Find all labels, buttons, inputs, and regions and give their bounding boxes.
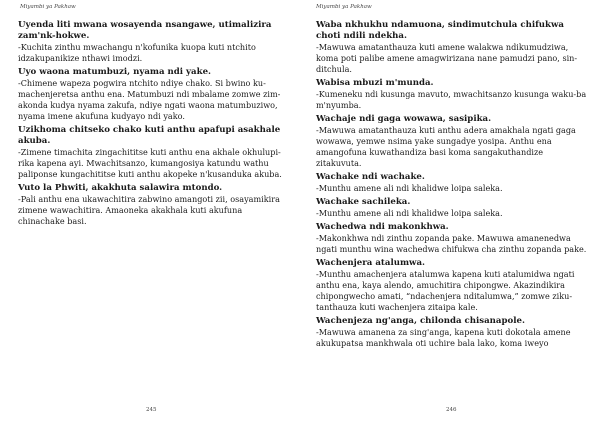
proverb-heading: Waba nkhukhu ndamuona, sindimutchula chifukwa choti ndili ndekha.: [316, 20, 564, 41]
proverb-heading: Uyo waona matumbuzi, nyama ndi yake.: [18, 67, 212, 77]
proverb-meaning: -Munthu amachenjera atalumwa kapena kuti atalumidwa ngati anthu ena, kaya alendo, amuchitira chipongwe. Akazindikira chipongwecho amati, “ndachenjera nditalumwa,” zomwe ziku-tanthauza kuti wachenjera zitaipa kale.: [316, 269, 575, 312]
proverb-entry: [316, 222, 588, 255]
proverb-meaning: -Mawuwa amatanthauza kuti amene walakwa ndikumudziwa, koma poti palibe amene amagwirizana nane pamudzi pano, sin-ditchula.: [316, 42, 578, 74]
proverb-entry: [316, 172, 588, 194]
proverb-entry: [316, 197, 588, 219]
proverb-heading: Wachake ndi wachake.: [316, 172, 425, 182]
proverb-meaning: -Makonkhwa ndi zinthu zopanda pake. Mawuwa amanenedwa ngati munthu wina wachedwa chifukwa cha zinthu zopanda pake.: [316, 233, 587, 254]
proverb-entry: [18, 67, 288, 122]
running-head: Miyambi ya Pakhaw: [20, 4, 76, 10]
proverb-entry: [316, 316, 588, 349]
proverb-heading: Wachenjera atalumwa.: [316, 258, 426, 268]
proverb-meaning: -Chimene wapeza pogwira ntchito ndiye chako. Si bwino ku-machenjeretsa anthu ena. Matumbuzi ndi mbalame zomwe zim-akonda kudya nyama zakufa, ndiye ngati waona matumbuziwo, nyama imene akufuna kudyayo ndi yako.: [18, 78, 281, 121]
running-head: Miyambi ya Pakhaw: [316, 4, 372, 10]
proverb-meaning: -Munthu amene ali ndi khalidwe loipa saleka.: [316, 208, 503, 218]
proverb-meaning: -Munthu amene ali ndi khalidwe loipa saleka.: [316, 183, 503, 193]
proverb-meaning: -Kuchita zinthu mwachangu n'kofunika kuopa kuti ntchito idzakupanikize nthawi imodzi.: [18, 42, 256, 63]
right-page: [300, 0, 600, 424]
proverb-heading: Wabisa mbuzi m'munda.: [316, 78, 434, 88]
proverb-heading: Vuto la Phwiti, akakhuta salawira mtondo.: [18, 183, 223, 193]
proverb-meaning: -Zimene timachita zingachititse kuti anthu ena akhale okhulupi-rika kapena ayi. Mwachitsanzo, kumangosiya katundu wathu paliponse kungachititse kuti anthu akopeke n'kusanduka akuba.: [18, 147, 282, 179]
proverb-heading: Wachaje ndi gaga wowawa, sasipika.: [316, 114, 492, 124]
proverb-entry: [316, 114, 588, 169]
proverb-meaning: -Kumeneku ndi kusunga mavuto, mwachitsanzo kusunga waku-ba m'nyumba.: [316, 89, 587, 110]
proverb-entry: [316, 20, 588, 75]
proverb-entry: [316, 258, 588, 313]
page-number: 246: [446, 407, 457, 413]
proverb-meaning: -Mawuwa amanena za sing'anga, kapena kuti dokotala amene akukupatsa mankhwala oti uchire bala lako, koma iweyo: [316, 327, 571, 348]
proverb-meaning: -Pali anthu ena ukawachitira zabwino amangoti zii, osayamikira zimene wawachitira. Amaoneka akakhala kuti akufuna chinachake basi.: [18, 194, 280, 226]
proverb-meaning: -Mawuwa amatanthauza kuti anthu adera amakhala ngati gaga wowawa, yemwe nsima yake sungadye yosipa. Anthu ena amangofuna kuwathandiza basi koma sangakuthandize zitakuvuta.: [316, 125, 576, 168]
proverb-entry: [18, 125, 288, 180]
proverb-entry: [18, 20, 288, 64]
proverb-entry: [316, 78, 588, 111]
proverb-heading: Uzikhoma chitseko chako kuti anthu apafupi asakhale akuba.: [18, 125, 281, 146]
proverb-heading: Uyenda liti mwana wosayenda nsangawe, utimalizira zam'nk-hokwe.: [18, 20, 272, 41]
proverb-heading: Wachedwa ndi makonkhwa.: [316, 222, 449, 232]
proverb-heading: Wachenjeza ng'anga, chilonda chisanapole.: [316, 316, 525, 326]
proverb-heading: Wachake sachileka.: [316, 197, 411, 207]
page-number: 245: [146, 407, 157, 413]
proverb-entry: [18, 183, 288, 227]
